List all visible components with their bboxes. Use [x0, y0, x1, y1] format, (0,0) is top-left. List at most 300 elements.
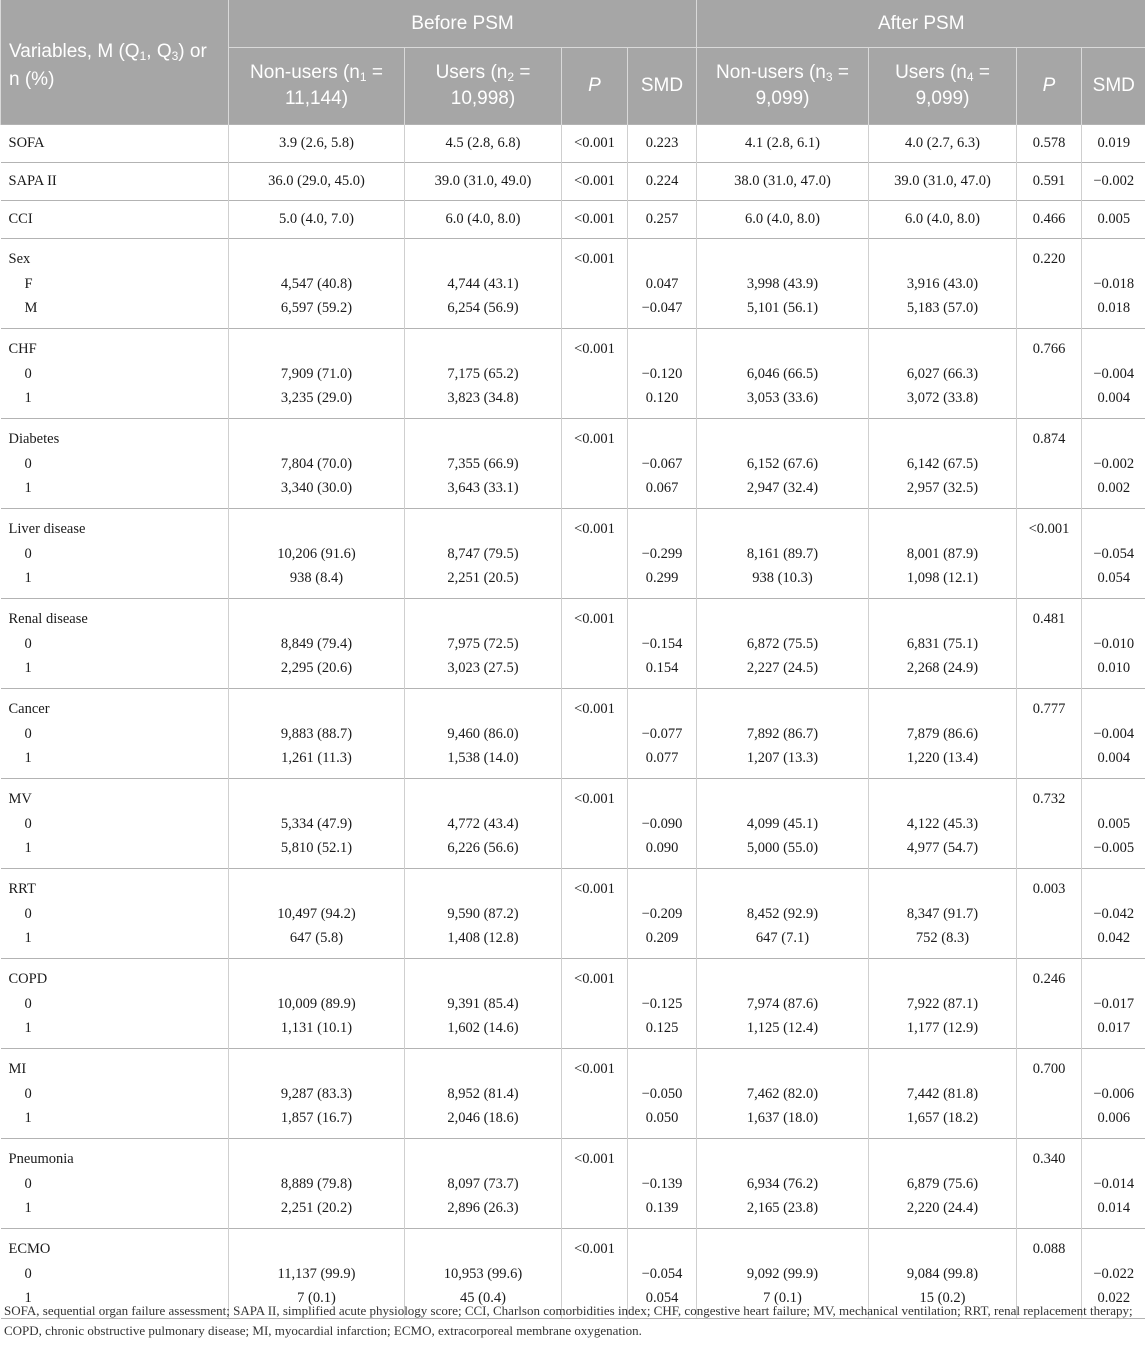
table-cell: [1082, 779, 1145, 869]
cell-value: 1,538 (14.0): [447, 750, 519, 766]
cell-value: 6,226 (56.6): [447, 840, 519, 856]
cell-value: 0.299: [645, 570, 679, 586]
level-label: 1: [24, 660, 32, 676]
cell-value: 3,235 (29.0): [280, 390, 353, 406]
table-cell: [697, 329, 869, 419]
col-header-smd-after: SMD: [1082, 48, 1145, 125]
table-cell: 0.257: [628, 201, 697, 239]
cell-value: 6,934 (76.2): [746, 1175, 819, 1192]
cell-value: 3,916 (43.0): [906, 275, 979, 292]
cell-value: 752 (8.3): [915, 930, 970, 946]
table-cell: [405, 329, 562, 419]
table-row: [1, 869, 1145, 959]
cell-value: 0.120: [645, 390, 679, 406]
table-cell: [628, 329, 697, 419]
table-cell: 38.0 (31.0, 47.0): [697, 163, 869, 201]
table-cell: 0.005: [1082, 201, 1145, 239]
cell-value: 1,220 (13.4): [906, 750, 979, 766]
cell-value: 2,947 (32.4): [746, 480, 819, 496]
p-value-cell: [1017, 599, 1082, 689]
cell-value: 4,099 (45.1): [746, 815, 819, 832]
cell-value: 2,165 (23.8): [746, 1200, 819, 1216]
p-value: <0.001: [574, 1061, 615, 1077]
table-cell: 39.0 (31.0, 47.0): [869, 163, 1017, 201]
cell-value: 0.050: [645, 1110, 679, 1126]
cell-value: 6,597 (59.2): [280, 300, 353, 316]
cell-value: −0.014: [1093, 1175, 1135, 1192]
cell-value: 647 (7.1): [755, 930, 810, 946]
table-cell: [697, 779, 869, 869]
col-header-users-after: Users $(n_4 = 9,099)$: [869, 48, 1017, 125]
p-value-cell: [562, 509, 628, 599]
variable-label-cell: [1, 779, 229, 869]
cell-value: −0.010: [1093, 635, 1135, 652]
after-psm-header: After PSM: [697, 0, 1145, 48]
cell-value: 2,251 (20.5): [447, 570, 519, 586]
cell-value: 1,098 (12.1): [906, 570, 979, 586]
table-cell: [229, 1139, 405, 1229]
table-cell: [229, 239, 405, 329]
p-value-cell: [1017, 419, 1082, 509]
table-cell: [1082, 1049, 1145, 1139]
cell-value: 0.018: [1097, 300, 1131, 316]
variable-label: Pneumonia: [8, 1151, 74, 1167]
cell-value: 3,072 (33.8): [906, 390, 979, 406]
cell-value: −0.042: [1093, 905, 1135, 922]
table-cell: [697, 419, 869, 509]
table-cell: <0.001: [562, 163, 628, 201]
cell-value: 0.004: [1097, 390, 1131, 406]
p-value: 0.003: [1032, 881, 1066, 897]
table-cell: [229, 509, 405, 599]
cell-value: 3,998 (43.9): [746, 275, 819, 292]
p-value-cell: [562, 869, 628, 959]
table-cell: [697, 689, 869, 779]
cell-value: −0.054: [641, 1265, 683, 1282]
cell-value: 6,027 (66.3): [906, 365, 979, 382]
cell-value: 0.139: [645, 1200, 679, 1216]
p-value: 0.732: [1032, 791, 1066, 807]
cell-value: 7,355 (66.9): [447, 455, 519, 472]
cell-value: 5,000 (55.0): [746, 840, 819, 856]
cell-value: 6,872 (75.5): [746, 635, 819, 652]
cell-value: 6,831 (75.1): [906, 635, 979, 652]
variable-label: SOFA: [1, 125, 229, 163]
table-cell: 0.591: [1017, 163, 1082, 201]
cell-value: 9,460 (86.0): [447, 725, 519, 742]
table-cell: [869, 329, 1017, 419]
table-cell: [1082, 959, 1145, 1049]
table-cell: [628, 419, 697, 509]
variable-label-cell: [1, 239, 229, 329]
cell-value: −0.004: [1093, 365, 1135, 382]
cell-value: 8,452 (92.9): [746, 905, 819, 922]
table-cell: [229, 869, 405, 959]
variable-label-cell: [1, 509, 229, 599]
cell-value: 7,974 (87.6): [746, 995, 819, 1012]
level-label: 0: [24, 635, 32, 652]
cell-value: 0.022: [1097, 1290, 1131, 1306]
table-cell: [628, 1139, 697, 1229]
cell-value: 4,772 (43.4): [447, 815, 519, 832]
cell-value: 9,590 (87.2): [447, 905, 519, 922]
p-value: <0.001: [574, 251, 615, 267]
col-header-non-users-before: Non-users $(n_1 = 11,144)$: [229, 48, 405, 125]
cell-value: −0.018: [1093, 275, 1135, 292]
table-header: [1, 0, 1145, 125]
table-cell: 0.224: [628, 163, 697, 201]
table-cell: 5.0 (4.0, 7.0): [229, 201, 405, 239]
p-value: <0.001: [574, 341, 615, 357]
cell-value: 8,097 (73.7): [447, 1175, 519, 1192]
cell-value: 1,657 (18.2): [906, 1110, 979, 1126]
table-cell: [628, 1049, 697, 1139]
table-cell: [697, 599, 869, 689]
variable-label: COPD: [8, 971, 48, 987]
table-row: [1, 779, 1145, 869]
table-cell: [405, 509, 562, 599]
cell-value: 4,744 (43.1): [447, 275, 519, 292]
p-value: 0.246: [1032, 971, 1066, 987]
cell-value: 0.010: [1097, 660, 1131, 676]
table-cell: 4.0 (2.7, 6.3): [869, 125, 1017, 163]
level-label: 1: [24, 840, 32, 856]
level-label: 1: [24, 930, 32, 946]
table-cell: 0.466: [1017, 201, 1082, 239]
variable-label: Renal disease: [8, 611, 88, 627]
cell-value: −0.054: [1093, 545, 1135, 562]
cell-value: 0.042: [1097, 930, 1131, 946]
p-value: <0.001: [574, 791, 615, 807]
table-cell: [869, 1049, 1017, 1139]
cell-value: 0.090: [645, 840, 679, 856]
table-row: [1, 1139, 1145, 1229]
p-value-cell: [1017, 1139, 1082, 1229]
table-cell: [869, 869, 1017, 959]
table-cell: [628, 689, 697, 779]
level-label: 0: [24, 905, 32, 922]
table-cell: <0.001: [562, 125, 628, 163]
cell-value: −0.209: [641, 905, 683, 922]
cell-value: 8,952 (81.4): [447, 1085, 519, 1102]
cell-value: −0.139: [641, 1175, 683, 1192]
variable-label: RRT: [8, 881, 36, 897]
p-value-cell: [1017, 869, 1082, 959]
p-value: <0.001: [574, 1241, 615, 1257]
cell-value: 10,206 (91.6): [277, 545, 356, 562]
table-cell: [697, 869, 869, 959]
before-psm-header: Before PSM: [229, 0, 697, 48]
cell-value: 3,053 (33.6): [746, 390, 819, 406]
cell-value: −0.120: [641, 365, 683, 382]
p-value-cell: [1017, 689, 1082, 779]
table-cell: [229, 329, 405, 419]
table-cell: [1082, 869, 1145, 959]
table-footnote: SOFA, sequential organ failure assessment; SAPA II, simplified acute physiology score; CCI, Charlson comorbidities index; CHF, congestive heart failure; MV, mechanical ventilation; RRT, renal replacement therapy; COPD, chronic obstructive pulmonary disease; MI, myocardial infarction; ECMO, extracorporeal membrane oxygenation.: [4, 1303, 1133, 1338]
table-row: [1, 959, 1145, 1049]
level-label: 0: [24, 1265, 32, 1282]
level-label: 0: [24, 365, 32, 382]
cell-value: 15 (0.2): [919, 1290, 966, 1306]
table-cell: 6.0 (4.0, 8.0): [405, 201, 562, 239]
level-label: 1: [24, 1020, 32, 1036]
variable-label: MV: [8, 791, 32, 807]
table-row: [1, 689, 1145, 779]
cell-value: 7,975 (72.5): [447, 635, 519, 652]
table-cell: [869, 689, 1017, 779]
cell-value: −0.125: [641, 995, 683, 1012]
cell-value: −0.004: [1093, 725, 1135, 742]
cell-value: 1,125 (12.4): [746, 1020, 819, 1036]
table-row: [1, 329, 1145, 419]
cell-value: 2,295 (20.6): [280, 660, 353, 676]
variables-header: Variables, M ($Q_1$, $Q_3$) or n (%): [1, 0, 229, 125]
cell-value: −0.067: [641, 455, 683, 472]
cell-value: 1,408 (12.8): [447, 930, 519, 946]
table-cell: [229, 599, 405, 689]
p-value-cell: [562, 959, 628, 1049]
level-label: F: [24, 275, 33, 292]
table-cell: [405, 239, 562, 329]
level-label: 0: [24, 1085, 32, 1102]
table-row: [1, 509, 1145, 599]
variable-label: SAPA II: [1, 163, 229, 201]
cell-value: 7 (0.1): [297, 1290, 336, 1306]
p-value: <0.001: [574, 431, 615, 447]
table-cell: [229, 419, 405, 509]
table-cell: [697, 959, 869, 1049]
p-value: <0.001: [574, 521, 615, 537]
p-value: 0.340: [1032, 1151, 1066, 1167]
table-cell: 4.1 (2.8, 6.1): [697, 125, 869, 163]
cell-value: 9,391 (85.4): [447, 995, 519, 1012]
level-label: 1: [24, 480, 32, 496]
cell-value: 3,643 (33.1): [447, 480, 519, 496]
cell-value: 0.047: [645, 275, 679, 292]
cell-value: −0.006: [1093, 1085, 1135, 1102]
table-cell: [405, 419, 562, 509]
table-cell: [1082, 1139, 1145, 1229]
variable-label: CCI: [1, 201, 229, 239]
p-value-cell: [562, 239, 628, 329]
level-label: 1: [24, 750, 32, 766]
cell-value: 6,879 (75.6): [906, 1175, 979, 1192]
level-label: 0: [24, 545, 32, 562]
cell-value: 7,892 (86.7): [746, 725, 819, 742]
cell-value: 0.154: [645, 660, 679, 676]
cell-value: 6,152 (67.6): [746, 455, 819, 472]
variable-label: Diabetes: [8, 431, 60, 447]
table-cell: [1082, 509, 1145, 599]
table-cell: [405, 1049, 562, 1139]
table-cell: [1082, 239, 1145, 329]
table-cell: [405, 599, 562, 689]
cell-value: 11,137 (99.9): [277, 1265, 356, 1282]
cell-value: 5,334 (47.9): [280, 815, 353, 832]
cell-value: 2,046 (18.6): [447, 1110, 519, 1126]
cell-value: 0.006: [1097, 1110, 1131, 1126]
table-cell: [697, 509, 869, 599]
cell-value: 7 (0.1): [763, 1290, 802, 1306]
table-row: [1, 201, 1145, 239]
p-value-cell: [1017, 1049, 1082, 1139]
table-cell: 0.019: [1082, 125, 1145, 163]
cell-value: −0.022: [1093, 1265, 1135, 1282]
table-cell: [869, 239, 1017, 329]
p-value-cell: [1017, 509, 1082, 599]
table-cell: [869, 959, 1017, 1049]
cell-value: 7,922 (87.1): [906, 995, 979, 1012]
cell-value: 8,001 (87.9): [906, 545, 979, 562]
cell-value: 1,261 (11.3): [281, 750, 352, 766]
variable-label: ECMO: [8, 1241, 51, 1257]
cell-value: 0.017: [1097, 1020, 1131, 1036]
cell-value: −0.077: [641, 725, 683, 742]
table-cell: [869, 779, 1017, 869]
p-value: 0.700: [1032, 1061, 1066, 1077]
table-cell: [405, 779, 562, 869]
level-label: 1: [24, 570, 32, 586]
table-cell: 0.223: [628, 125, 697, 163]
cell-value: −0.047: [641, 300, 683, 316]
cell-value: 0.004: [1097, 750, 1131, 766]
table-cell: [229, 689, 405, 779]
cell-value: −0.017: [1093, 995, 1135, 1012]
variable-label-cell: [1, 1139, 229, 1229]
cell-value: 3,340 (30.0): [280, 480, 353, 496]
cell-value: 7,462 (82.0): [746, 1085, 819, 1102]
variable-label: Sex: [8, 251, 31, 267]
table-cell: <0.001: [562, 201, 628, 239]
cell-value: 9,092 (99.9): [746, 1265, 819, 1282]
table-body: [1, 125, 1145, 1319]
level-label: 1: [24, 1110, 32, 1126]
cell-value: 7,442 (81.8): [906, 1085, 979, 1102]
table-cell: [1082, 689, 1145, 779]
variable-label: MI: [8, 1061, 27, 1077]
table-cell: [1082, 419, 1145, 509]
col-header-p-after: P: [1017, 48, 1082, 125]
cell-value: 10,497 (94.2): [277, 905, 356, 922]
cell-value: 647 (5.8): [289, 930, 344, 946]
table-cell: [869, 599, 1017, 689]
p-value: 0.481: [1032, 611, 1066, 627]
variable-label-cell: [1, 689, 229, 779]
p-value-cell: [562, 329, 628, 419]
cell-value: 4,122 (45.3): [906, 815, 979, 832]
cell-value: 10,953 (99.6): [443, 1265, 523, 1282]
variable-label-cell: [1, 869, 229, 959]
cell-value: 45 (0.4): [460, 1290, 506, 1306]
level-label: M: [24, 300, 38, 316]
table-cell: [869, 509, 1017, 599]
cell-value: 5,810 (52.1): [280, 840, 353, 856]
cell-value: 9,084 (99.8): [906, 1265, 979, 1282]
col-header-p-before: P: [562, 48, 628, 125]
cell-value: 7,879 (86.6): [906, 725, 979, 742]
cell-value: 1,131 (10.1): [280, 1020, 353, 1036]
table-row: [1, 125, 1145, 163]
cell-value: 0.209: [645, 930, 679, 946]
table-cell: 39.0 (31.0, 49.0): [405, 163, 562, 201]
table-cell: 3.9 (2.6, 5.8): [229, 125, 405, 163]
variable-label: Cancer: [8, 701, 50, 717]
cell-value: 8,889 (79.8): [280, 1175, 353, 1192]
table-cell: 6.0 (4.0, 8.0): [869, 201, 1017, 239]
cell-value: 1,207 (13.3): [746, 750, 819, 766]
cell-value: 3,823 (34.8): [447, 390, 519, 406]
p-value-cell: [1017, 959, 1082, 1049]
p-value: <0.001: [574, 1151, 615, 1167]
table-cell: [628, 869, 697, 959]
table-cell: 0.578: [1017, 125, 1082, 163]
p-value: 0.088: [1032, 1241, 1066, 1257]
cell-value: 6,254 (56.9): [447, 300, 519, 316]
p-value: <0.001: [574, 971, 615, 987]
cell-value: −0.090: [641, 815, 683, 832]
p-value-cell: [1017, 779, 1082, 869]
cell-value: 8,849 (79.4): [280, 635, 353, 652]
table-row: [1, 163, 1145, 201]
cell-value: 8,747 (79.5): [447, 545, 519, 562]
cell-value: 0.077: [645, 750, 679, 766]
cell-value: 4,547 (40.8): [280, 275, 353, 292]
p-value: <0.001: [574, 881, 615, 897]
table-cell: [229, 779, 405, 869]
table-cell: [229, 1049, 405, 1139]
cell-value: 7,804 (70.0): [280, 455, 353, 472]
table-cell: [869, 419, 1017, 509]
cell-value: 5,101 (56.1): [746, 300, 819, 316]
cell-value: 1,857 (16.7): [280, 1110, 353, 1126]
table-cell: [1082, 329, 1145, 419]
cell-value: −0.299: [641, 545, 683, 562]
variable-label-cell: [1, 329, 229, 419]
cell-value: 0.125: [645, 1020, 679, 1036]
level-label: 0: [24, 1175, 32, 1192]
table-cell: [405, 1139, 562, 1229]
p-value-cell: [1017, 329, 1082, 419]
table-cell: [628, 959, 697, 1049]
table-cell: [628, 599, 697, 689]
p-value: 0.766: [1032, 341, 1066, 357]
p-value: <0.001: [1028, 521, 1070, 537]
cell-value: 2,251 (20.2): [280, 1200, 353, 1216]
table-cell: [869, 1139, 1017, 1229]
col-header-users-before: Users $(n_2 = 10,998)$: [405, 48, 562, 125]
cell-value: −0.050: [641, 1085, 683, 1102]
cell-value: 938 (10.3): [752, 570, 813, 586]
level-label: 0: [24, 455, 32, 472]
cell-value: 1,602 (14.6): [447, 1020, 519, 1036]
level-label: 0: [24, 725, 32, 742]
table-cell: [628, 509, 697, 599]
cell-value: 7,909 (71.0): [280, 365, 353, 382]
cell-value: 8,161 (89.7): [746, 545, 819, 562]
table-cell: 6.0 (4.0, 8.0): [697, 201, 869, 239]
table-cell: [697, 1049, 869, 1139]
table-row: [1, 1049, 1145, 1139]
level-label: 1: [24, 1290, 32, 1306]
cell-value: 8,347 (91.7): [906, 905, 979, 922]
cell-value: 0.014: [1097, 1200, 1131, 1216]
cell-value: 2,268 (24.9): [906, 660, 979, 676]
cell-value: 9,287 (83.3): [280, 1085, 353, 1102]
table-cell: [405, 959, 562, 1049]
cell-value: 6,046 (66.5): [746, 365, 819, 382]
variable-label: CHF: [8, 341, 37, 357]
variable-label-cell: [1, 419, 229, 509]
